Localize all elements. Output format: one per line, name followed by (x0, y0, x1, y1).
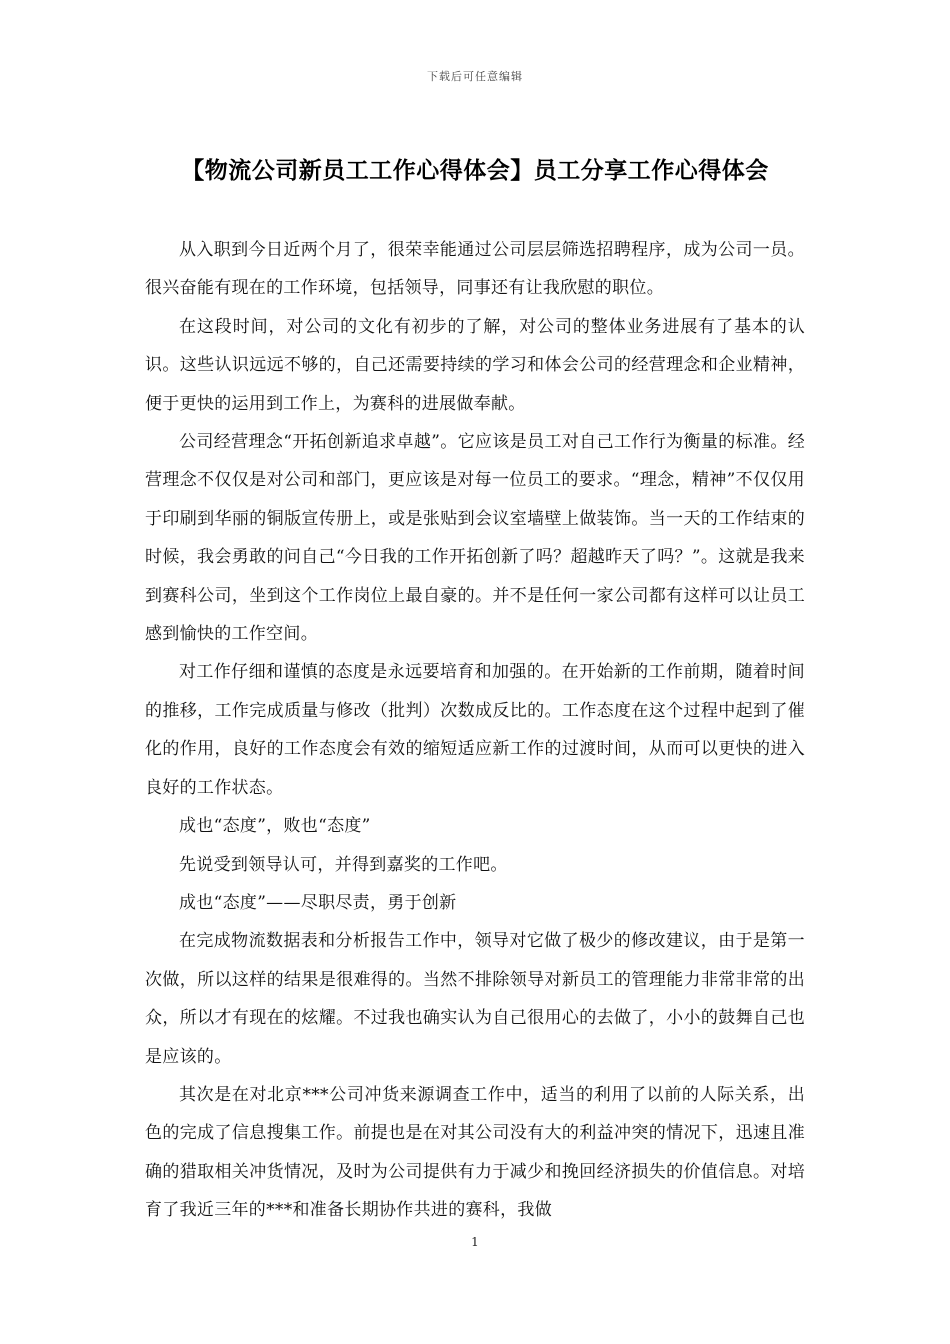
paragraph: 成也“态度”——尽职尽责，勇于创新 (179, 892, 457, 913)
paragraph: 从入职到今日近两个月了，很荣幸能通过公司层层筛选招聘程序，成为公司一员。很兴奋能有现在的工作环境，包括领导，同事还有让我欣慰的职位。 (145, 240, 805, 299)
paragraph: 成也“态度”，败也“态度” (179, 816, 371, 837)
paragraph: 在这段时间，对公司的文化有初步的了解，对公司的整体业务进展有了基本的认识。这些认识远远不够的，自己还需要持续的学习和体会公司的经营理念和企业精神，便于更快的运用到工作上，为赛科的进展做奉献。 (145, 316, 805, 414)
paragraph: 对工作仔细和谨慎的态度是永远要培育和加强的。在开始新的工作前期，随着时间的推移，工作完成质量与修改（批判）次数成反比的。工作态度在这个过程中起到了催化的作用，良好的工作态度会有效的缩短适应新工作的过渡时间，从而可以更快的进入良好的工作状态。 (145, 662, 805, 798)
paragraph: 其次是在对北京***公司冲货来源调查工作中，适当的利用了以前的人际关系，出色的完成了信息搜集工作。前提也是在对其公司没有大的利益冲突的情况下，迅速且准确的猎取相关冲货情况，及时为公司提供有力于减少和挽回经济损失的价值信息。对培育了我近三年的***和准备长期协作共进的赛科，我做 (145, 1084, 805, 1221)
header-note: 下载后可任意编辑 (427, 70, 523, 83)
document-title: 【物流公司新员工工作心得体会】员工分享工作心得体会 (181, 157, 769, 184)
paragraph: 先说受到领导认可，并得到嘉奖的工作吧。 (179, 854, 508, 875)
paragraph: 公司经营理念“开拓创新追求卓越”。它应该是员工对自己工作行为衡量的标准。经营理念不仅仅是对公司和部门，更应该是对每一位员工的要求。“理念，精神”不仅仅用于印刷到华丽的铜版宣传册上，或是张贴到会议室墙壁上做装饰。当一天的工作结束的时候，我会勇敢的问自己“今日我的工作开拓创新了吗？超越昨天了吗？”。这就是我来到赛科公司，坐到这个工作岗位上最自豪的。并不是任何一家公司都有这样可以让员工感到愉快的工作空间。 (145, 432, 805, 645)
page-number: 1 (471, 1235, 479, 1249)
document-body (145, 231, 805, 1230)
paragraph: 在完成物流数据表和分析报告工作中，领导对它做了极少的修改建议，由于是第一次做，所以这样的结果是很难得的。当然不排除领导对新员工的管理能力非常非常的出众，所以才有现在的炫耀。不过我也确实认为自己很用心的去做了，小小的鼓舞自己也是应该的。 (145, 931, 805, 1067)
